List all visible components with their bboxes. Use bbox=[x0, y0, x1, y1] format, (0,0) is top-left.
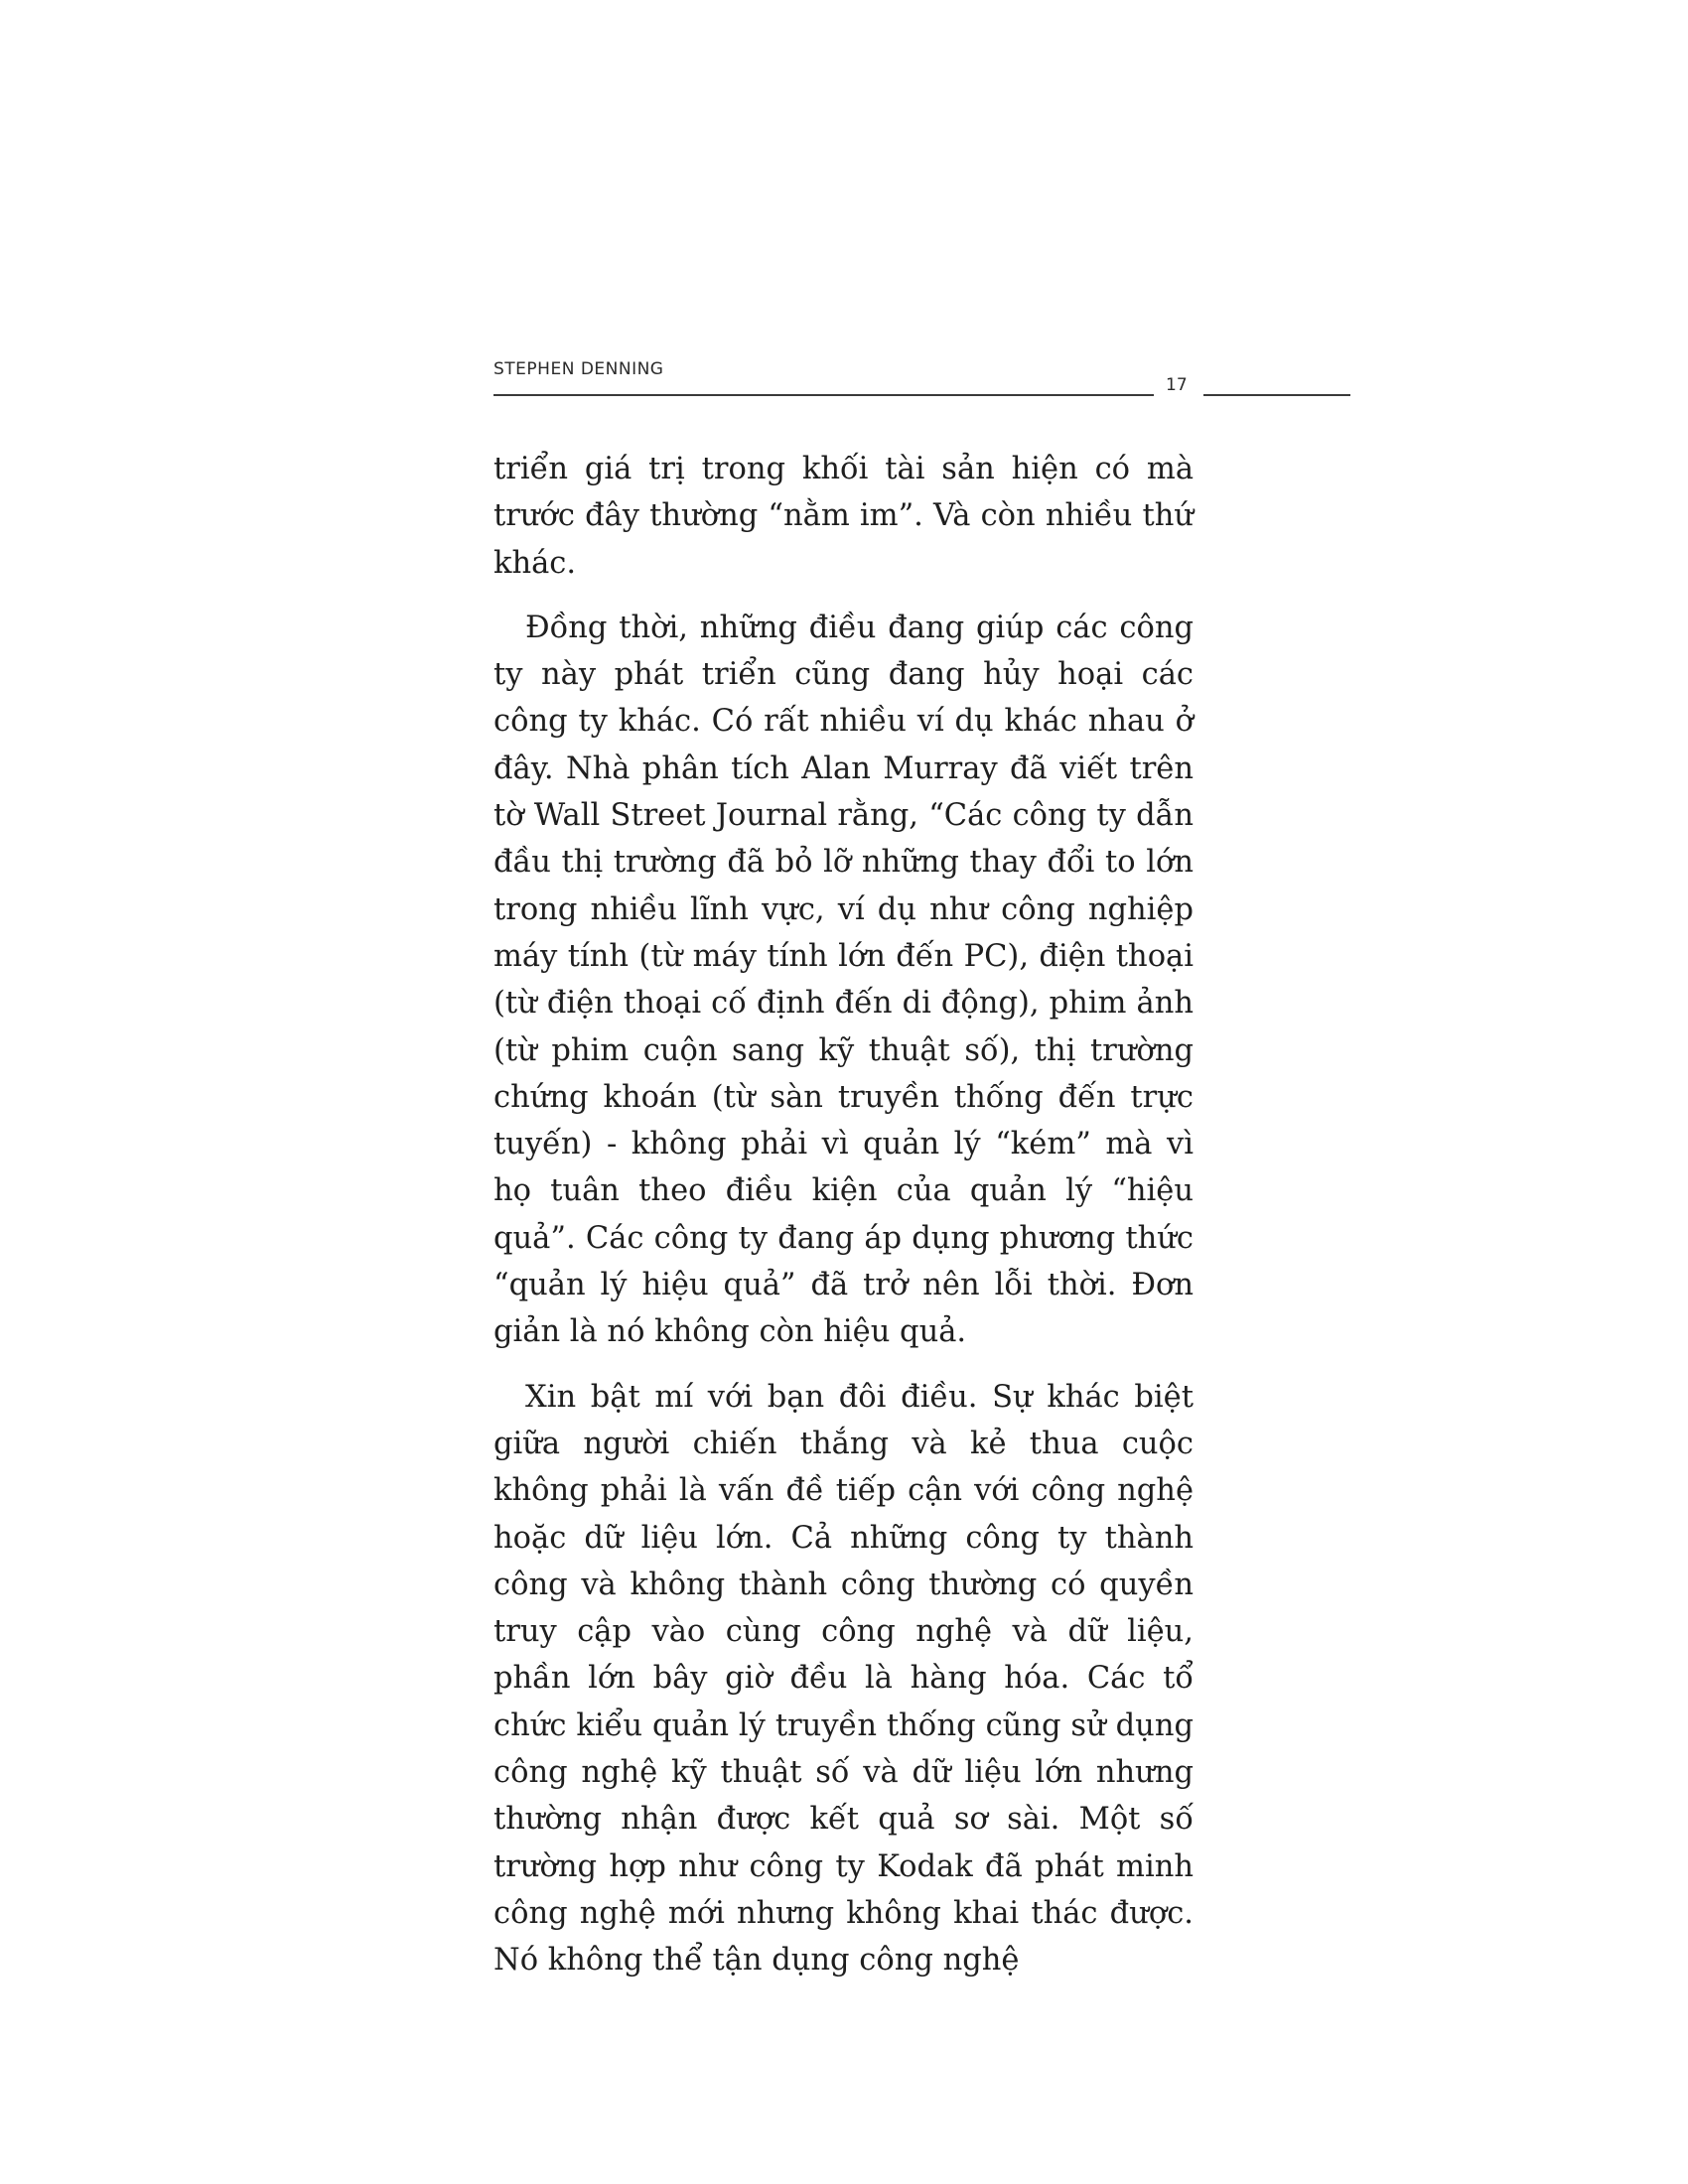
page-number: 17 bbox=[1166, 375, 1188, 395]
header-rule-right bbox=[1203, 394, 1350, 396]
paragraph-continuation: triển giá trị trong khối tài sản hiện có mà trước đây thường “nằm im”. Và còn nhiều thứ khác. bbox=[493, 452, 1194, 581]
paragraph-market-leaders: Đồng thời, những điều đang giúp các công ty này phát triển cũng đang hủy hoại các công ty khác. Có rất nhiều ví dụ khác nhau ở đây. Nhà phân tích Alan Murray đã viết trên tờ Wall Street Journal rằng, “Các công ty dẫn đầu thị trường đã bỏ lỡ những thay đổi to lớn trong nhiều lĩnh vực, ví dụ như công nghiệp máy tính (từ máy tính lớn đến PC), điện thoại (từ điện thoại cố định đến di động), phim ảnh (từ phim cuộn sang kỹ thuật số), thị trường chứng khoán (từ sàn truyền thống đến trực tuyến) - không phải vì quản lý “kém” mà vì họ tuân theo điều kiện của quản lý “hiệu quả”. Các công ty đang áp dụng phương thức “quản lý hiệu quả” đã trở nên lỗi thời. Đơn giản là nó không còn hiệu quả. bbox=[493, 610, 1194, 1350]
running-head-author: STEPHEN DENNING bbox=[493, 359, 664, 379]
paragraph-winners-losers: Xin bật mí với bạn đôi điều. Sự khác biệt giữa người chiến thắng và kẻ thua cuộc không phải là vấn đề tiếp cận với công nghệ hoặc dữ liệu lớn. Cả những công ty thành công và không thành công thường có quyền truy cập vào cùng công nghệ và dữ liệu, phần lớn bây giờ đều là hàng hóa. Các tổ chức kiểu quản lý truyền thống cũng sử dụng công nghệ kỹ thuật số và dữ liệu lớn nhưng thường nhận được kết quả sơ sài. Một số trường hợp như công ty Kodak đã phát minh công nghệ mới nhưng không khai thác được. Nó không thể tận dụng công nghệ bbox=[493, 1379, 1194, 1979]
body-text bbox=[493, 446, 1194, 2002]
header-rule-left bbox=[493, 394, 1154, 396]
